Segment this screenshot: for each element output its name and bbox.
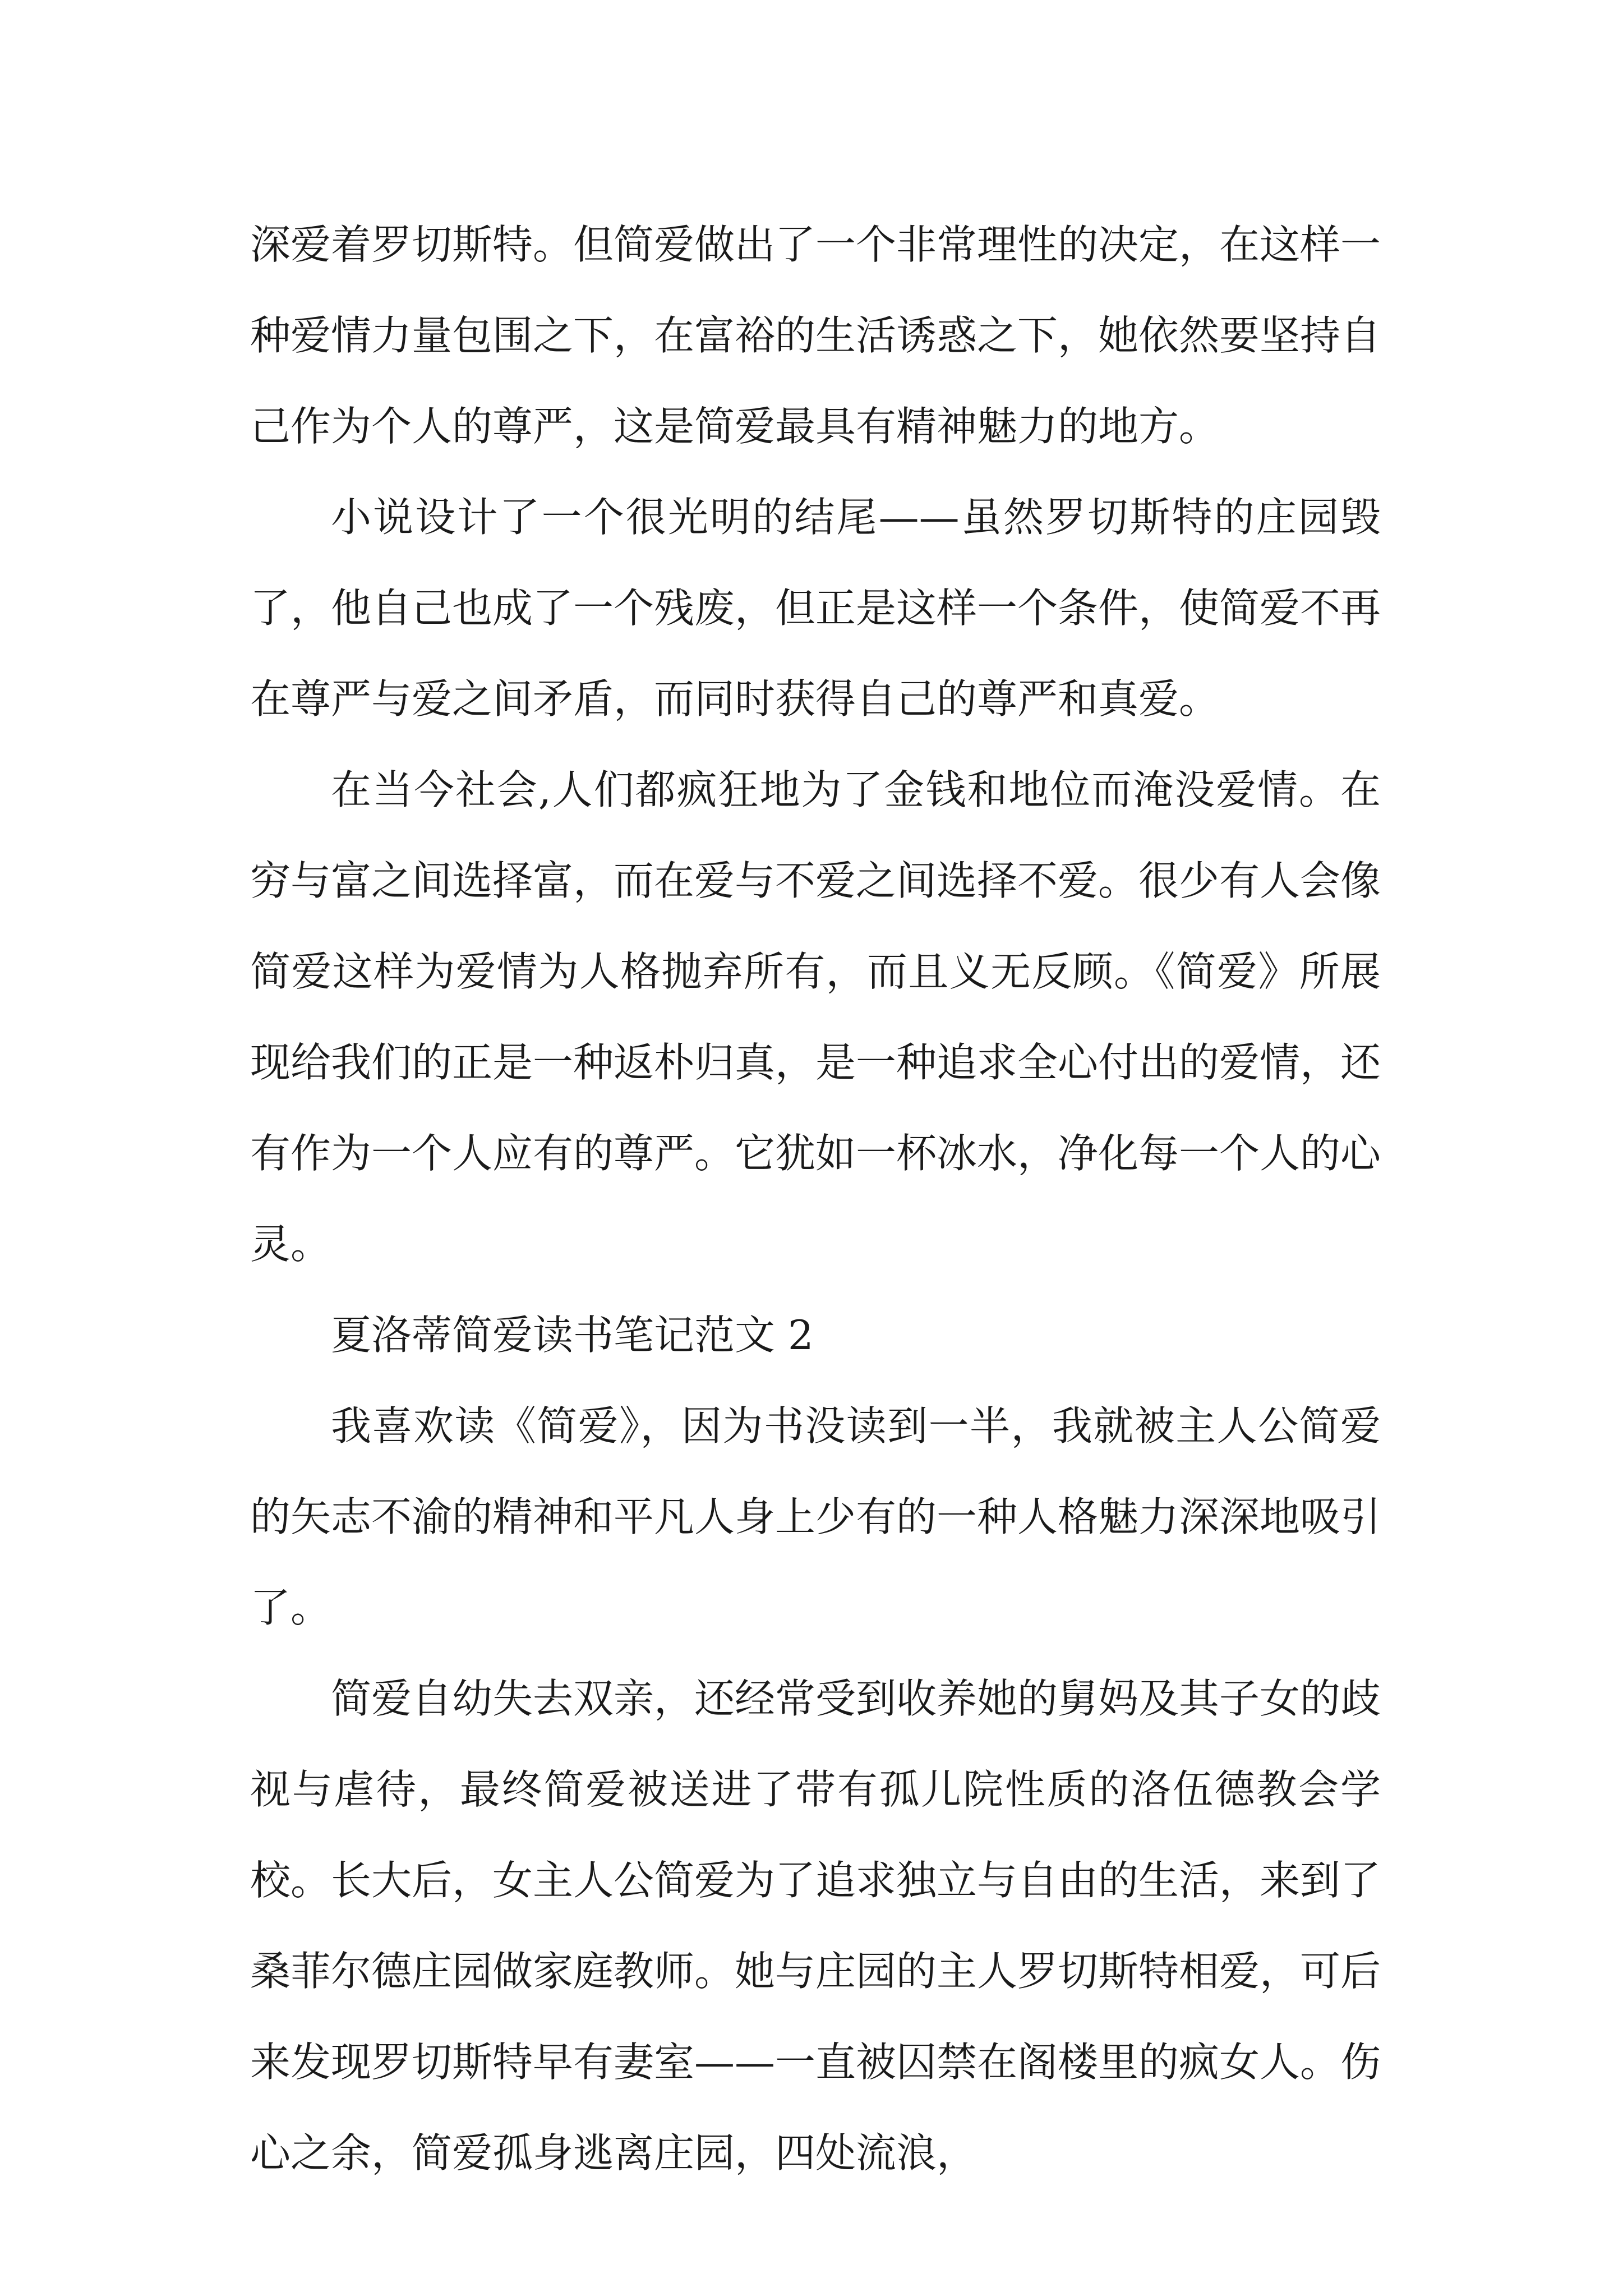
paragraph-continued: 深爱着罗切斯特。但简爱做出了一个非常理性的决定，在这样一种爱情力量包围之下，在富裕的生活诱惑之下，她依然要坚持自己作为个人的尊严，这是简爱最具有精神魅力的地方。 [250, 221, 1381, 450]
paragraph-intro: 我喜欢读《简爱》，因为书没读到一半，我就被主人公简爱的矢志不渝的精神和平凡人身上少有的一种人格魅力深深地吸引了。 [250, 1402, 1381, 1631]
paragraph-ending: 小说设计了一个很光明的结尾——虽然罗切斯特的庄园毁了，他自己也成了一个残废，但正是这样一个条件，使简爱不再在尊严与爱之间矛盾，而同时获得自己的尊严和真爱。 [250, 494, 1381, 723]
section-title: 夏洛蒂简爱读书笔记范文 2 [331, 1312, 814, 1359]
paragraph-plot: 简爱自幼失去双亲，还经常受到收养她的舅妈及其子女的歧视与虐待，最终简爱被送进了带有孤儿院性质的洛伍德教会学校。长大后，女主人公简爱为了追求独立与自由的生活，来到了桑菲尔德庄园做家庭教师。她与庄园的主人罗切斯特相爱，可后来发现罗切斯特早有妻室——一直被囚禁在阁楼里的疯女人。伤心之余，简爱孤身逃离庄园，四处流浪， [250, 1675, 1381, 2177]
paragraph-society: 在当今社会,人们都疯狂地为了金钱和地位而淹没爱情。在穷与富之间选择富，而在爱与不爱之间选择不爱。很少有人会像简爱这样为爱情为人格抛弃所有，而且义无反顾。《简爱》所展现给我们的正是一种返朴归真，是一种追求全心付出的爱情，还有作为一个人应有的尊严。它犹如一杯冰水，净化每一个人的心灵。 [250, 766, 1381, 1268]
document-body [250, 199, 1381, 2198]
